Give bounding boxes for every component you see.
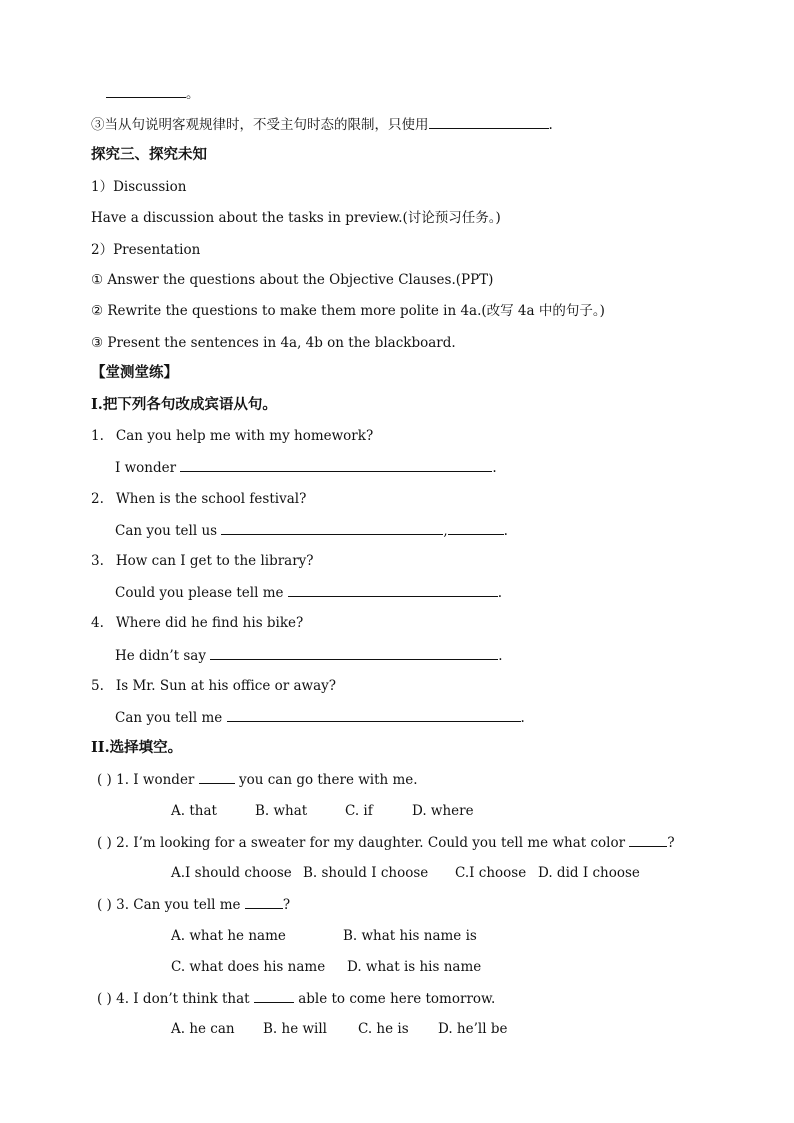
answer-blank[interactable] — [106, 84, 186, 98]
mc-options — [171, 864, 640, 882]
answer-paren[interactable]: ( ) — [97, 835, 112, 851]
option-d[interactable]: D. where — [412, 803, 474, 819]
answer-blank[interactable] — [180, 458, 492, 472]
answer-blank[interactable] — [629, 833, 667, 847]
part1-title: I.把下列各句改成宾语从句。 — [91, 396, 277, 413]
exercise-answer-line: Could you please tell me . — [115, 585, 503, 601]
exercise-answer-line: He didn’t say . — [115, 648, 503, 664]
option-c[interactable]: C.I choose — [455, 865, 527, 881]
presentation-label: 2）Presentation — [91, 242, 201, 258]
answer-blank[interactable] — [448, 521, 504, 535]
presentation-item-2: ② Rewrite the questions to make them more polite in 4a.(改写 4a 中的句子。) — [91, 303, 605, 319]
exercise-question: 4. Where did he find his bike? — [91, 615, 304, 631]
option-a[interactable]: A. that — [171, 803, 217, 819]
exercise-answer-line: I wonder . — [115, 460, 497, 476]
exercise-question: 2. When is the school festival? — [91, 491, 307, 507]
mc-options — [171, 1020, 507, 1038]
mc-question: ( ) 4. I don’t think that able to come here tomorrow. — [97, 991, 496, 1007]
option-b[interactable]: B. should I choose — [303, 865, 429, 881]
discussion-text: Have a discussion about the tasks in preview.(讨论预习任务。) — [91, 210, 501, 226]
option-c[interactable]: C. what does his name — [171, 959, 326, 975]
answer-blank[interactable] — [221, 521, 443, 535]
answer-blank[interactable] — [227, 708, 521, 722]
option-d[interactable]: D. did I choose — [538, 865, 640, 881]
mc-question: ( ) 1. I wonder you can go there with me. — [97, 772, 418, 788]
option-b[interactable]: B. what his name is — [343, 928, 477, 944]
option-c[interactable]: C. if — [345, 803, 373, 819]
mc-options — [171, 802, 474, 820]
answer-blank[interactable] — [210, 646, 498, 660]
answer-paren[interactable]: ( ) — [97, 772, 112, 788]
rule-line: ③当从句说明客观规律时，不受主句时态的限制，只使用 . — [91, 117, 553, 133]
option-b[interactable]: B. he will — [263, 1021, 327, 1037]
discussion-label: 1）Discussion — [91, 179, 187, 195]
exercise-question: 1. Can you help me with my homework? — [91, 428, 374, 444]
mc-options — [171, 927, 477, 945]
option-a[interactable]: A. he can — [171, 1021, 235, 1037]
exercise-answer-line: Can you tell me . — [115, 710, 525, 726]
option-d[interactable]: D. he’ll be — [438, 1021, 508, 1037]
option-b[interactable]: B. what — [255, 803, 308, 819]
answer-blank[interactable] — [199, 770, 235, 784]
mc-question: ( ) 3. Can you tell me ? — [97, 897, 291, 913]
exercise-question: 5. Is Mr. Sun at his office or away? — [91, 678, 337, 694]
answer-blank[interactable] — [245, 895, 283, 909]
exercise-answer-line: Can you tell us , . — [115, 523, 508, 539]
exercise-question: 3. How can I get to the library? — [91, 553, 314, 569]
mc-question: ( ) 2. I’m looking for a sweater for my daughter. Could you tell me what color ? — [97, 835, 675, 851]
answer-paren[interactable]: ( ) — [97, 897, 112, 913]
practice-heading: 【堂测堂练】 — [91, 364, 178, 381]
part2-title: II.选择填空。 — [91, 739, 183, 756]
option-d[interactable]: D. what is his name — [347, 959, 482, 975]
mc-options — [171, 958, 481, 976]
answer-blank[interactable] — [254, 989, 294, 1003]
section-heading: 探究三、探究未知 — [91, 146, 207, 163]
option-a[interactable]: A. what he name — [171, 928, 286, 944]
answer-blank[interactable] — [288, 583, 498, 597]
answer-paren[interactable]: ( ) — [97, 991, 112, 1007]
presentation-item-1: ① Answer the questions about the Objective Clauses.(PPT) — [91, 272, 494, 288]
presentation-item-3: ③ Present the sentences in 4a, 4b on the blackboard. — [91, 335, 456, 351]
answer-line-1: 。 — [106, 84, 200, 103]
option-c[interactable]: C. he is — [358, 1021, 409, 1037]
answer-blank[interactable] — [429, 115, 549, 129]
rule-text: ③当从句说明客观规律时，不受主句时态的限制，只使用 — [91, 117, 429, 133]
option-a[interactable]: A.I should choose — [171, 865, 292, 881]
